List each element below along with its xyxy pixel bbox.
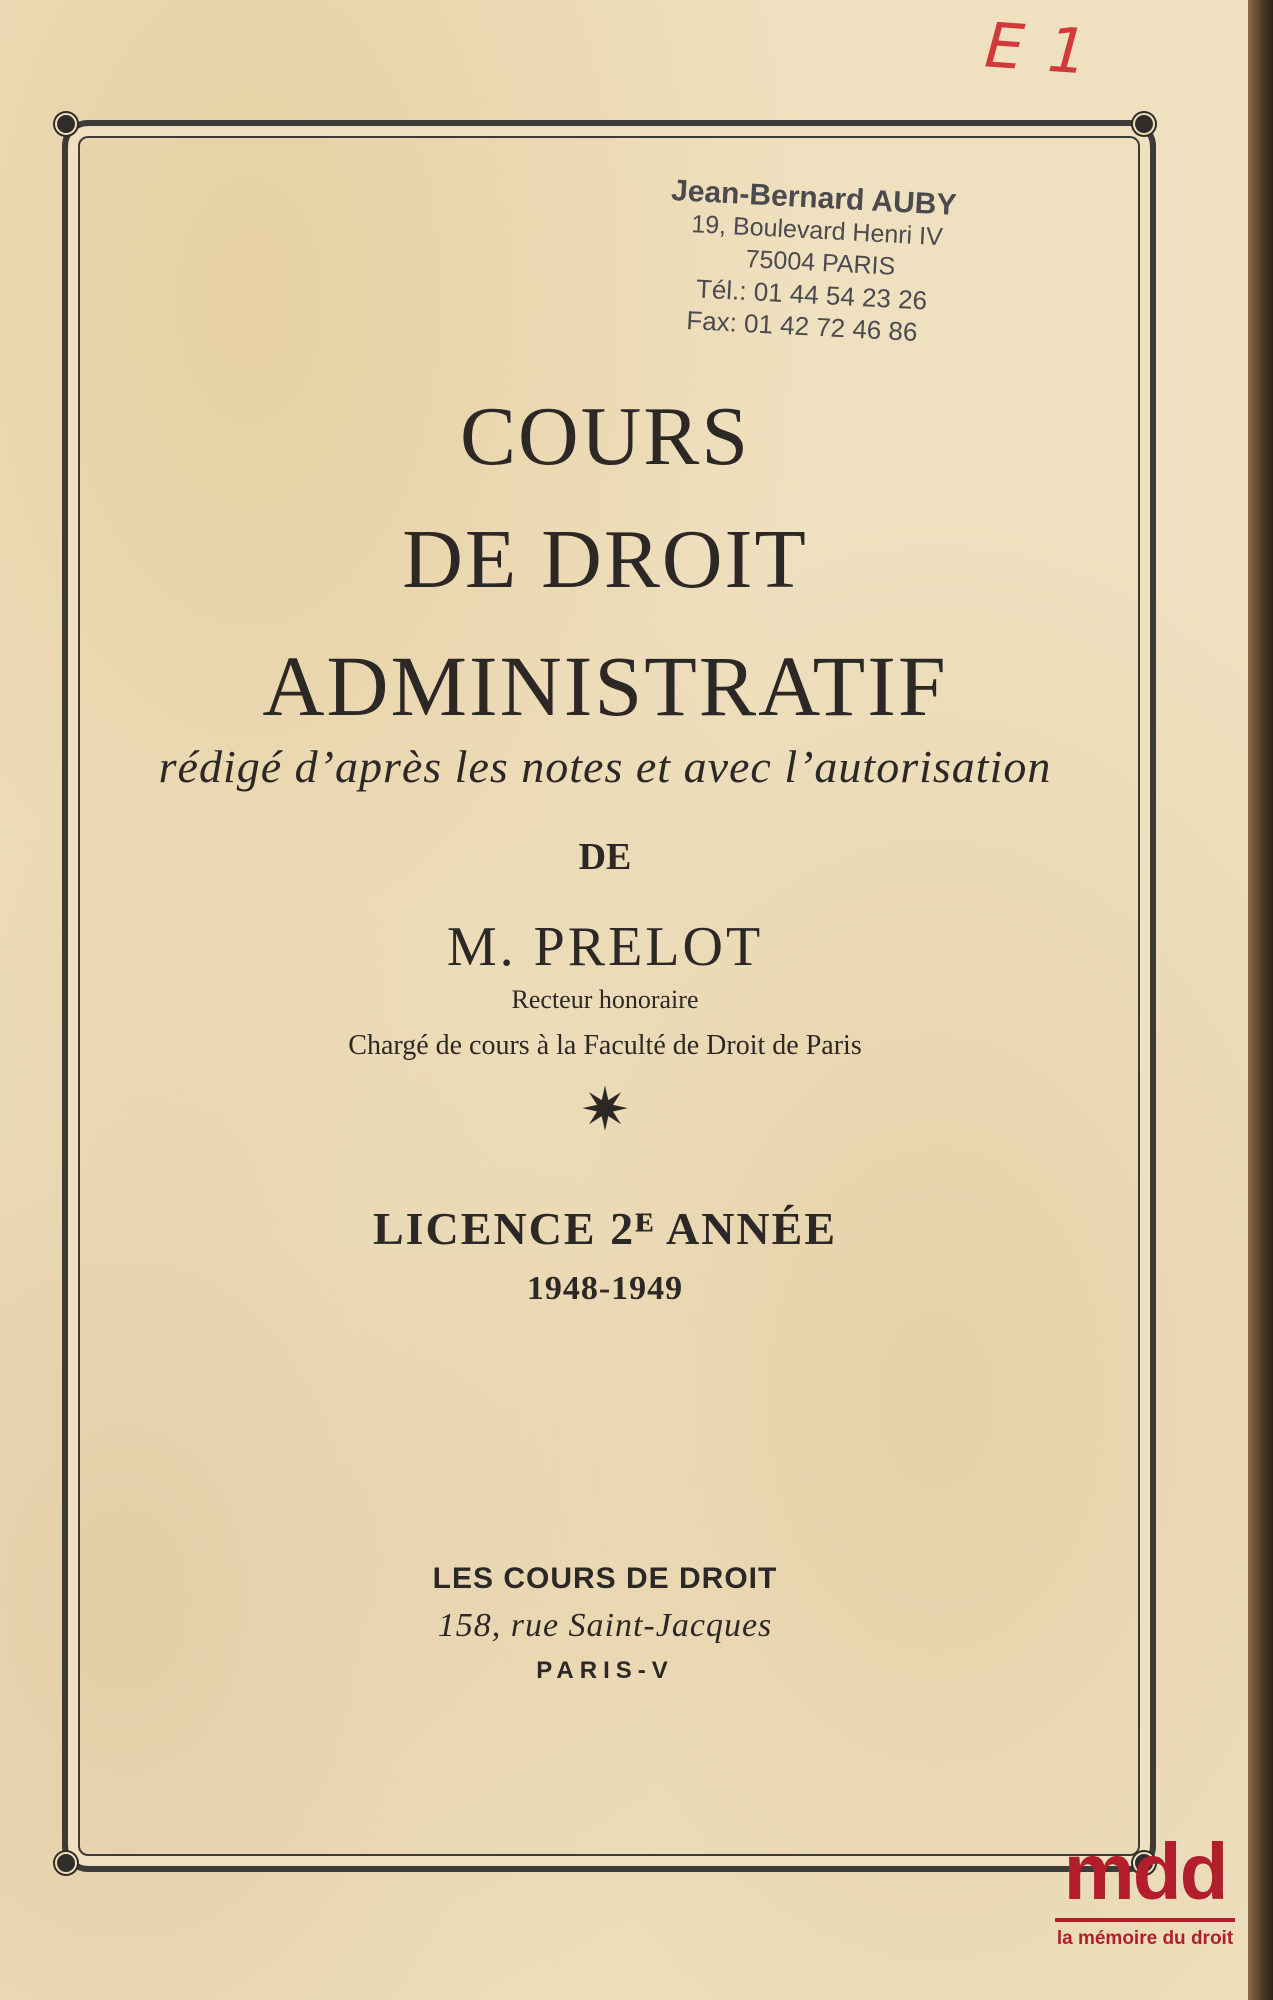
title-line-2: DE DROIT: [402, 513, 808, 606]
stamp-name: Jean-Bernard AUBY: [670, 174, 958, 222]
stamp-address: 19, Boulevard Henri IV: [690, 210, 944, 252]
author-role-2: Chargé de cours à la Faculté de Droit de Paris: [348, 1030, 862, 1061]
book-edge: [1248, 0, 1273, 2000]
preposition-de: DE: [578, 836, 632, 878]
star-ornament-icon: ✷: [579, 1077, 631, 1143]
logo-tagline: la mémoire du droit: [1056, 1928, 1234, 1949]
title-line-3: ADMINISTRATIF: [262, 638, 948, 734]
logo-divider: [1055, 1918, 1235, 1922]
publisher-name: LES COURS DE DROIT: [432, 1562, 778, 1595]
subtitle: rédigé d’après les notes et avec l’autorisation: [158, 741, 1052, 792]
author-role-1: Recteur honoraire: [511, 985, 699, 1014]
frame-corner-ornament: [55, 113, 77, 135]
handwritten-annotation: E 1: [982, 8, 1092, 89]
author-name: M. PRELOT: [446, 916, 764, 978]
mdd-logo: [1045, 1827, 1245, 1950]
frame-corner-ornament: [1133, 113, 1155, 135]
publisher-city: PARIS-V: [536, 1657, 674, 1684]
title-line-1: COURS: [459, 390, 751, 483]
stamp-phone: Tél.: 01 44 54 23 26: [695, 273, 928, 316]
logo-mark: mdd: [1063, 1827, 1227, 1916]
stamp-fax: Fax: 01 42 72 46 86: [685, 304, 919, 348]
stamp-city: 75004 PARIS: [744, 244, 896, 281]
frame-corner-ornament: [55, 1852, 77, 1874]
academic-years: 1948-1949: [526, 1270, 684, 1307]
owner-stamp: [664, 175, 1032, 354]
licence-year: LICENCE 2ᴱ ANNÉE: [372, 1203, 838, 1254]
publisher-address: 158, rue Saint-Jacques: [437, 1607, 773, 1644]
